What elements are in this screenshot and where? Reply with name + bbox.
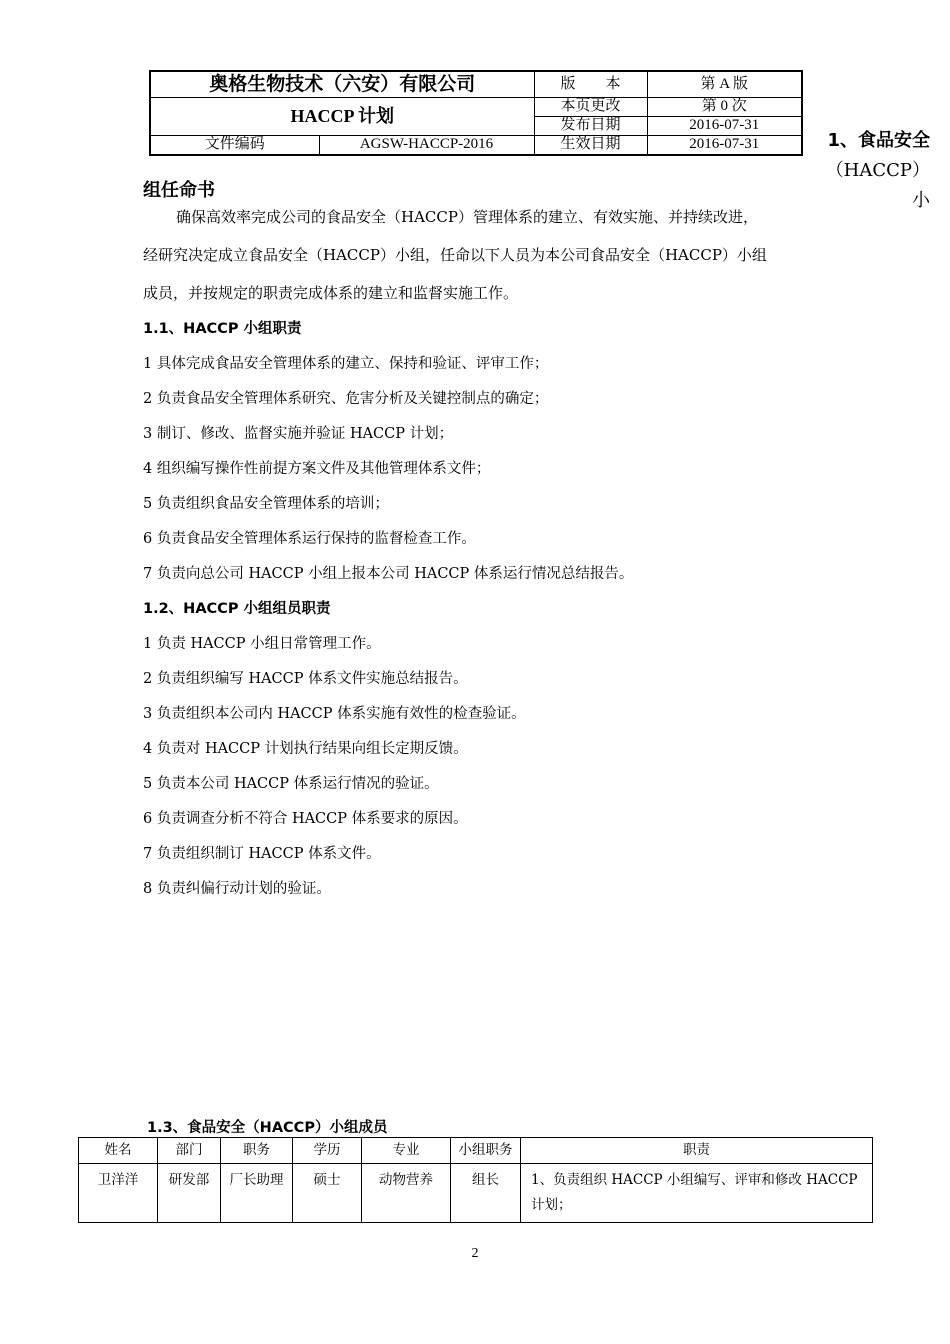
- list-item: 2 负责食品安全管理体系研究、危害分析及关键控制点的确定；: [143, 391, 549, 407]
- table-cell: 硕士: [293, 1164, 362, 1223]
- list-item: 8 负责纠偏行动计划的验证。: [143, 881, 331, 897]
- column-header: 姓名: [79, 1138, 158, 1164]
- column-header: 部门: [158, 1138, 221, 1164]
- list-item: 7 负责组织制订 HACCP 体系文件。: [143, 846, 381, 862]
- section-1-2-heading: 1.2、HACCP 小组组员职责: [143, 601, 331, 617]
- intro-line-2: 经研究决定成立食品安全（HACCP）小组，任命以下人员为本公司食品安全（HACCP）小组: [143, 246, 767, 264]
- column-header: 专业: [362, 1138, 451, 1164]
- publish-date-value: 2016-07-31: [647, 116, 802, 135]
- column-header: 职责: [521, 1138, 873, 1164]
- column-header: 小组职务: [451, 1138, 521, 1164]
- list-item: 6 负责调查分析不符合 HACCP 体系要求的原因。: [143, 811, 468, 827]
- list-item: 3 负责组织本公司内 HACCP 体系实施有效性的检查验证。: [143, 706, 526, 722]
- list-item: 5 负责本公司 HACCP 体系运行情况的验证。: [143, 776, 439, 792]
- document-header-table: [149, 70, 803, 156]
- section-1-3-heading: 1.3、食品安全（HACCP）小组成员: [147, 1120, 388, 1136]
- table-cell: 1、负责组织 HACCP 小组编写、评审和修改 HACCP 计划；: [521, 1164, 873, 1223]
- table-row: [79, 1164, 873, 1223]
- version-label: 版 本: [534, 71, 647, 97]
- doc-code-label: 文件编码: [150, 135, 319, 155]
- section-title-part3: 组任命书: [143, 180, 215, 201]
- column-header: 学历: [293, 1138, 362, 1164]
- list-item: 2 负责组织编写 HACCP 体系文件实施总结报告。: [143, 671, 468, 687]
- revision-label: 本页更改: [534, 97, 647, 116]
- intro-line-3: 成员，并按规定的职责完成体系的建立和监督实施工作。: [143, 284, 519, 302]
- page-number: 2: [471, 1246, 479, 1261]
- column-header: 职务: [221, 1138, 293, 1164]
- table-cell: 卫洋洋: [79, 1164, 158, 1223]
- table-cell: 研发部: [158, 1164, 221, 1223]
- table-header-row: [79, 1138, 873, 1164]
- section-title-start: [810, 126, 930, 216]
- list-item: 7 负责向总公司 HACCP 小组上报本公司 HACCP 体系运行情况总结报告。: [143, 566, 634, 582]
- table-cell: 厂长助理: [221, 1164, 293, 1223]
- plan-title: HACCP 计划: [150, 97, 534, 135]
- list-item: 3 制订、修改、监督实施并验证 HACCP 计划；: [143, 426, 454, 442]
- company-name: 奥格生物技术（六安）有限公司: [150, 71, 534, 97]
- members-table: [78, 1137, 873, 1223]
- list-item: 6 负责食品安全管理体系运行保持的监督检查工作。: [143, 531, 476, 547]
- list-item: 5 负责组织食品安全管理体系的培训；: [143, 496, 389, 512]
- list-item: 4 组织编写操作性前提方案文件及其他管理体系文件；: [143, 461, 491, 477]
- list-item: 1 具体完成食品安全管理体系的建立、保持和验证、评审工作；: [143, 356, 549, 372]
- list-item: 4 负责对 HACCP 计划执行结果向组长定期反馈。: [143, 741, 468, 757]
- version-value: 第 A 版: [647, 71, 802, 97]
- publish-date-label: 发布日期: [534, 116, 647, 135]
- effective-date-label: 生效日期: [534, 135, 647, 155]
- table-cell: 动物营养: [362, 1164, 451, 1223]
- section-title-part2: （HACCP）小: [825, 160, 930, 211]
- section-title-part1: 1、食品安全: [827, 130, 930, 151]
- table-cell: 组长: [451, 1164, 521, 1223]
- doc-code-value: AGSW-HACCP-2016: [319, 135, 534, 155]
- intro-line-1: 确保高效率完成公司的食品安全（HACCP）管理体系的建立、有效实施、并持续改进，: [176, 208, 758, 226]
- effective-date-value: 2016-07-31: [647, 135, 802, 155]
- revision-value: 第 0 次: [647, 97, 802, 116]
- section-1-1-heading: 1.1、HACCP 小组职责: [143, 321, 302, 337]
- list-item: 1 负责 HACCP 小组日常管理工作。: [143, 636, 381, 652]
